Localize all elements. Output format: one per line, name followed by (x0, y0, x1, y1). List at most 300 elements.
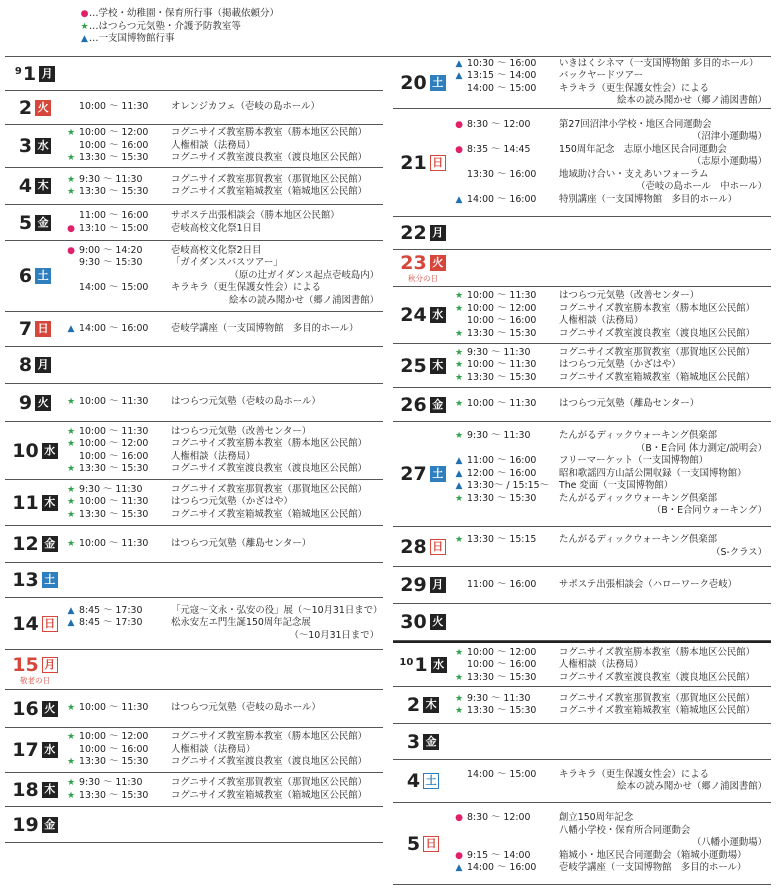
day-number: 8 (18, 354, 33, 376)
event-time: 10:00 ～ 12:00 (467, 646, 537, 658)
day-number: 4 (406, 770, 421, 792)
event-time: 14:00 ～ 16:00 (467, 862, 537, 874)
day-header (393, 527, 453, 566)
day-header (5, 168, 65, 204)
day-header (393, 687, 453, 723)
day-row (393, 287, 771, 344)
day-header (5, 205, 65, 240)
event-time: 10:00 ～ 16:00 (79, 450, 149, 462)
event-list (453, 769, 771, 794)
weekday-badge: 土 (35, 268, 51, 284)
event-list (65, 702, 383, 715)
event-list (453, 693, 771, 718)
star-marker-icon: ★ (454, 399, 464, 410)
event-time: 11:00 ～ 16:00 (467, 578, 537, 590)
event-line (65, 426, 383, 439)
event-line (65, 617, 383, 630)
star-marker-icon: ★ (454, 303, 464, 314)
event-list (65, 484, 383, 522)
star-marker-icon: ★ (66, 732, 76, 743)
event-time: 9:30 ～ 11:30 (467, 692, 531, 704)
event-line (453, 430, 771, 443)
event-line (453, 468, 771, 481)
event-description: 創立150周年記念 (559, 812, 634, 824)
event-time: 13:30 ～ 15:30 (467, 327, 537, 339)
circle-marker-icon: ● (80, 9, 89, 19)
event-description: 箱城小・地区民合同運動会（箱城小運動場） (559, 849, 747, 861)
day-row (393, 803, 771, 885)
event-time: 8:30 ～ 12:00 (467, 812, 531, 824)
event-line (453, 181, 771, 194)
weekday-badge: 金 (430, 397, 446, 413)
day-number: 21 (400, 151, 427, 174)
event-description: コグニサイズ教室渡良教室（渡良地区公民館） (559, 671, 755, 683)
triangle-marker-icon: ▲ (67, 618, 75, 629)
event-line (65, 152, 383, 165)
event-line (65, 744, 383, 757)
day-row (5, 241, 383, 312)
event-line (65, 451, 383, 464)
event-line (453, 781, 771, 794)
event-line (453, 812, 771, 825)
event-time: 10:30 ～ 16:00 (467, 57, 537, 69)
event-description: コグニサイズ教室渡良教室（渡良地区公民館） (171, 463, 367, 474)
day-number: 30 (400, 611, 427, 633)
event-line (453, 837, 771, 850)
day-row (5, 480, 383, 526)
star-marker-icon: ★ (80, 21, 89, 32)
event-time: 13:30 ～ 15:30 (79, 152, 149, 164)
event-description: 地域助け合い・支えあいフォーラム (559, 168, 709, 180)
event-line (453, 862, 771, 875)
day-number: 23 (400, 252, 427, 274)
event-time: 10:00 ～ 16:00 (79, 743, 149, 755)
day-header (5, 598, 65, 649)
day-number: 10 (12, 439, 39, 462)
day-number: 26 (400, 393, 427, 416)
event-time: 9:30 ～ 11:30 (79, 483, 143, 495)
event-time: 13:15 ～ 14:00 (467, 70, 537, 81)
event-description: コグニサイズ教室勝本教室（勝本地区公民館） (171, 127, 367, 139)
event-list (65, 538, 383, 551)
star-marker-icon: ★ (66, 128, 76, 139)
event-line (453, 359, 771, 372)
weekday-badge: 土 (423, 773, 439, 789)
day-header (5, 690, 65, 727)
event-time: 10:00 ～ 16:00 (467, 659, 537, 671)
event-list (453, 58, 771, 108)
day-header (393, 109, 453, 216)
day-row (5, 526, 383, 563)
event-description: キラキラ（更生保護女性会）による (171, 282, 322, 294)
day-header (393, 643, 453, 686)
weekday-badge: 日 (430, 539, 446, 555)
event-list (453, 534, 771, 559)
holiday-label: 秋分の日 (408, 274, 438, 283)
event-description: 八幡小学校・保育所合同運動会 (559, 824, 691, 836)
weekday-badge: 金 (423, 734, 439, 750)
day-header (5, 773, 65, 806)
day-row (5, 807, 383, 843)
holiday-label: 敬老の日 (20, 675, 50, 685)
day-header (393, 344, 453, 387)
day-row (5, 57, 383, 91)
event-time: 13:30 ～ 15:30 (79, 186, 149, 197)
event-list (65, 323, 383, 336)
event-time: 11:00 ～ 16:00 (79, 210, 149, 221)
weekday-badge: 土 (430, 466, 446, 482)
day-row (393, 724, 771, 760)
triangle-marker-icon: ▲ (81, 34, 88, 44)
day-row (393, 567, 771, 604)
event-line (453, 480, 771, 493)
event-line (65, 295, 383, 308)
event-line (65, 186, 383, 199)
star-marker-icon: ★ (66, 497, 76, 508)
event-line (65, 731, 383, 744)
star-marker-icon: ★ (66, 778, 76, 788)
event-line (453, 455, 771, 468)
day-header (5, 650, 65, 689)
event-line (453, 169, 771, 182)
event-line (65, 323, 383, 336)
legend-item-museum: ▲…一支国博物館行事 (81, 33, 175, 44)
event-line (453, 156, 771, 169)
star-marker-icon: ★ (454, 347, 464, 358)
event-list (65, 731, 383, 769)
event-list (453, 579, 771, 592)
star-marker-icon: ★ (66, 538, 76, 549)
event-line (453, 194, 771, 207)
weekday-badge: 水 (430, 307, 446, 323)
event-time: 9:30 ～ 11:30 (467, 346, 531, 358)
event-line (453, 58, 771, 71)
circle-marker-icon: ● (67, 223, 75, 234)
weekday-badge: 金 (42, 817, 58, 833)
event-list (453, 347, 771, 385)
day-number: 16 (12, 697, 39, 720)
circle-marker-icon: ● (455, 850, 463, 861)
day-header (5, 563, 65, 597)
event-description: コグニサイズ教室勝本教室（勝本地区公民館） (559, 302, 755, 314)
day-number: 9 (18, 391, 33, 414)
day-row (5, 563, 383, 598)
day-row (5, 422, 383, 480)
triangle-marker-icon: ▲ (455, 58, 463, 69)
day-row (5, 168, 383, 205)
event-list (65, 426, 383, 476)
event-description: コグニサイズ教室勝本教室（勝本地区公民館） (171, 438, 367, 449)
event-description: はつらつ元気塾（壱岐の島ホール） (171, 702, 321, 714)
star-marker-icon: ★ (66, 397, 76, 408)
event-line (65, 484, 383, 497)
weekday-badge: 金 (35, 215, 51, 231)
event-description: はつらつ元気塾（離島センター） (171, 537, 312, 549)
day-header (393, 287, 453, 343)
event-time: 13:30～ / 15:15～ (467, 480, 549, 492)
event-line (65, 127, 383, 140)
event-line (65, 396, 383, 409)
day-number: 24 (400, 304, 427, 326)
event-time: 10:00 ～ 16:00 (467, 315, 537, 326)
day-number: 29 (400, 574, 427, 596)
event-description: 150周年記念 志原小地区民合同運動会 (559, 143, 727, 155)
event-time: 10:00 ～ 11:30 (79, 425, 149, 437)
triangle-marker-icon: ▲ (455, 863, 463, 874)
day-header (5, 125, 65, 167)
weekday-badge: 月 (42, 657, 58, 673)
event-time: 12:00 ～ 16:00 (467, 467, 537, 479)
day-number: 3 (406, 730, 421, 753)
event-line (453, 144, 771, 157)
day-header (5, 480, 65, 525)
day-header (5, 91, 65, 124)
event-time: 13:30 ～ 15:30 (79, 508, 149, 520)
event-time: 10:00 ～ 12:00 (79, 127, 149, 139)
day-number: 5 (406, 832, 421, 855)
day-header (393, 760, 453, 802)
day-header (5, 526, 65, 562)
event-line (453, 347, 771, 360)
day-header (393, 57, 453, 108)
event-description: 「元寇～文永・弘安の役」展（～10月31日まで） (171, 604, 383, 616)
event-line (453, 493, 771, 506)
event-line (65, 463, 383, 476)
event-description: いきはくシネマ（一支国博物館 多目的ホール） (559, 57, 759, 69)
triangle-marker-icon: ▲ (455, 194, 463, 205)
triangle-marker-icon: ▲ (67, 323, 75, 334)
event-time: 10:00 ～ 11:30 (467, 290, 537, 301)
day-number: 4 (18, 175, 33, 197)
event-time: 10:00 ～ 12:00 (79, 731, 149, 743)
event-time: 10:00 ～ 11:30 (79, 396, 149, 408)
event-line (453, 659, 771, 672)
event-list (453, 290, 771, 340)
event-detail: 絵本の読み聞かせ（郷ノ浦図書館） (616, 781, 767, 792)
event-description: コグニサイズ教室那賀教室（那賀地区公民館） (171, 173, 367, 185)
event-time: 10:00 ～ 11:30 (467, 359, 537, 371)
event-line (453, 443, 771, 456)
event-detail: （～10月31日まで） (289, 629, 379, 641)
event-time: 13:30 ～ 15:30 (79, 463, 149, 474)
event-time: 8:35 ～ 14:45 (467, 143, 531, 155)
event-detail: （志原小運動場） (691, 156, 767, 168)
star-marker-icon: ★ (454, 706, 464, 716)
event-list (65, 210, 383, 235)
day-row (5, 598, 383, 650)
day-header (393, 567, 453, 603)
triangle-marker-icon: ▲ (455, 456, 463, 467)
day-number: 11 (12, 491, 39, 514)
day-header (5, 57, 65, 90)
triangle-marker-icon: ▲ (455, 71, 463, 81)
weekday-badge: 木 (42, 495, 58, 511)
event-description: はつらつ元気塾（離島センター） (559, 398, 700, 410)
day-row (5, 384, 383, 422)
weekday-badge: 金 (42, 536, 58, 552)
event-list (65, 605, 383, 643)
day-number: 13 (12, 569, 39, 591)
weekday-badge: 木 (423, 697, 439, 713)
star-marker-icon: ★ (454, 535, 464, 545)
circle-marker-icon: ● (455, 119, 463, 130)
day-row (5, 125, 383, 168)
event-time: 10:00 ～ 16:00 (79, 139, 149, 151)
event-line (453, 303, 771, 316)
weekday-badge: 日 (430, 155, 446, 171)
event-description: コグニサイズ教室那賀教室（那賀地区公民館） (559, 692, 755, 704)
day-row (5, 773, 383, 807)
legend-item-health: ★…はつらつ元気塾・介護予防教室等 (80, 20, 241, 32)
day-number: 14 (12, 612, 39, 635)
event-time: 10:00 ～ 12:00 (467, 302, 537, 314)
day-header (5, 312, 65, 346)
weekday-badge: 月 (430, 225, 446, 241)
event-description: はつらつ元気塾（改善センター） (559, 290, 700, 301)
triangle-marker-icon: ▲ (455, 481, 463, 492)
event-detail: 絵本の読み聞かせ（郷ノ浦図書館） (616, 95, 767, 106)
star-marker-icon: ★ (66, 153, 76, 164)
event-description: サポステ出張相談会（ハローワーク壱岐） (559, 578, 737, 590)
event-line (453, 95, 771, 108)
event-list (453, 119, 771, 207)
event-description: 第27回沼津小学校・地区合同運動会 (559, 118, 712, 130)
day-number: 27 (400, 463, 427, 485)
event-line (65, 496, 383, 509)
event-time: 9:30 ～ 11:30 (467, 430, 531, 442)
event-line (453, 850, 771, 863)
event-description: はつらつ元気塾（かざはや） (559, 359, 681, 371)
event-list (65, 174, 383, 199)
star-marker-icon: ★ (66, 757, 76, 768)
star-marker-icon: ★ (454, 328, 464, 339)
event-list (65, 245, 383, 308)
weekday-badge: 火 (35, 100, 51, 116)
day-row (393, 760, 771, 803)
event-detail: （B・E合同 体力測定/説明会） (636, 442, 767, 454)
event-line (65, 101, 383, 114)
star-marker-icon: ★ (454, 693, 464, 704)
day-row (393, 604, 771, 641)
event-list (453, 430, 771, 518)
event-description: コグニサイズ教室渡良教室（渡良地区公民館） (171, 152, 367, 164)
day-number: $^{10}$1 (399, 653, 428, 676)
day-row (393, 109, 771, 217)
weekday-badge: 水 (35, 138, 51, 154)
star-marker-icon: ★ (454, 493, 464, 504)
event-description: バックヤードツアー (559, 70, 644, 81)
event-time: 14:00 ～ 15:00 (467, 768, 537, 780)
event-description: キラキラ（更生保護女性会）による (559, 768, 710, 780)
day-number: 15 (12, 653, 39, 676)
event-line (453, 825, 771, 838)
event-list (65, 101, 383, 114)
star-marker-icon: ★ (66, 439, 76, 449)
day-header (393, 604, 453, 640)
day-number: 7 (18, 318, 33, 340)
event-description: 壱岐学講座（一支国博物館 多目的ホール） (559, 862, 747, 874)
event-time: 10:00 ～ 12:00 (79, 438, 149, 449)
event-time: 8:30 ～ 12:00 (467, 118, 531, 130)
day-row (393, 344, 771, 388)
event-detail: （S-クラス） (711, 546, 767, 558)
event-line (453, 315, 771, 328)
day-header (5, 422, 65, 479)
event-detail: （沼津小運動場） (691, 131, 767, 143)
event-description: たんがるディックウォーキング倶楽部 (559, 492, 717, 504)
event-list (65, 396, 383, 409)
event-description: コグニサイズ教室箱城教室（箱城地区公民館） (559, 371, 755, 383)
event-detail: （壱岐の島ホール 中ホール） (636, 181, 767, 193)
event-description: 壱岐高校文化祭1日目 (171, 222, 262, 234)
event-list (65, 127, 383, 165)
event-time: 13:10 ～ 15:00 (79, 222, 149, 234)
day-row (5, 650, 383, 690)
event-detail: （B・E合同ウォーキング） (651, 505, 767, 517)
day-number: 22 (400, 222, 427, 244)
weekday-badge: 水 (431, 657, 447, 673)
event-description: 特別講座（一支国博物館 多目的ホール） (559, 193, 737, 205)
event-time: 10:00 ～ 11:30 (79, 537, 149, 549)
event-time: 9:30 ～ 15:30 (79, 257, 143, 269)
event-time: 10:00 ～ 11:30 (467, 398, 537, 410)
event-line (453, 672, 771, 685)
weekday-badge: 火 (430, 255, 446, 271)
event-line (65, 210, 383, 223)
event-description: コグニサイズ教室勝本教室（勝本地区公民館） (171, 731, 367, 743)
event-time: 13:30 ～ 16:00 (467, 168, 537, 180)
day-header (393, 250, 453, 286)
star-marker-icon: ★ (66, 464, 76, 474)
event-line (65, 756, 383, 769)
day-header (5, 384, 65, 421)
star-marker-icon: ★ (454, 672, 464, 683)
day-number: 25 (400, 354, 427, 377)
star-marker-icon: ★ (66, 187, 76, 197)
event-time: 14:00 ～ 16:00 (467, 193, 537, 205)
event-line (65, 605, 383, 618)
legend (80, 8, 279, 46)
weekday-badge: 日 (42, 616, 58, 632)
event-description: コグニサイズ教室那賀教室（那賀地区公民館） (171, 483, 367, 495)
weekday-badge: 日 (423, 836, 439, 852)
event-line (453, 534, 771, 547)
event-time: 10:00 ～ 11:30 (79, 496, 149, 508)
event-line (453, 579, 771, 592)
day-header (5, 728, 65, 772)
triangle-marker-icon: ▲ (455, 468, 463, 479)
day-number: 28 (400, 535, 427, 558)
event-description: 昭和歌謡四方山話公開収録（一支国博物館） (559, 467, 747, 479)
event-line (453, 769, 771, 782)
day-number: 6 (18, 265, 33, 287)
event-description: コグニサイズ教室渡良教室（渡良地区公民館） (171, 756, 367, 768)
day-header (393, 724, 453, 759)
event-time: 13:30 ～ 15:30 (467, 671, 537, 683)
day-row (393, 641, 771, 687)
event-line (453, 647, 771, 660)
event-line (65, 257, 383, 270)
weekday-badge: 火 (42, 701, 58, 717)
day-row (5, 728, 383, 773)
event-line (65, 223, 383, 236)
event-line (453, 693, 771, 706)
event-line (453, 328, 771, 341)
event-line (65, 702, 383, 715)
weekday-badge: 木 (35, 178, 51, 194)
star-marker-icon: ★ (454, 291, 464, 301)
event-time: 13:30 ～ 15:30 (79, 789, 149, 801)
